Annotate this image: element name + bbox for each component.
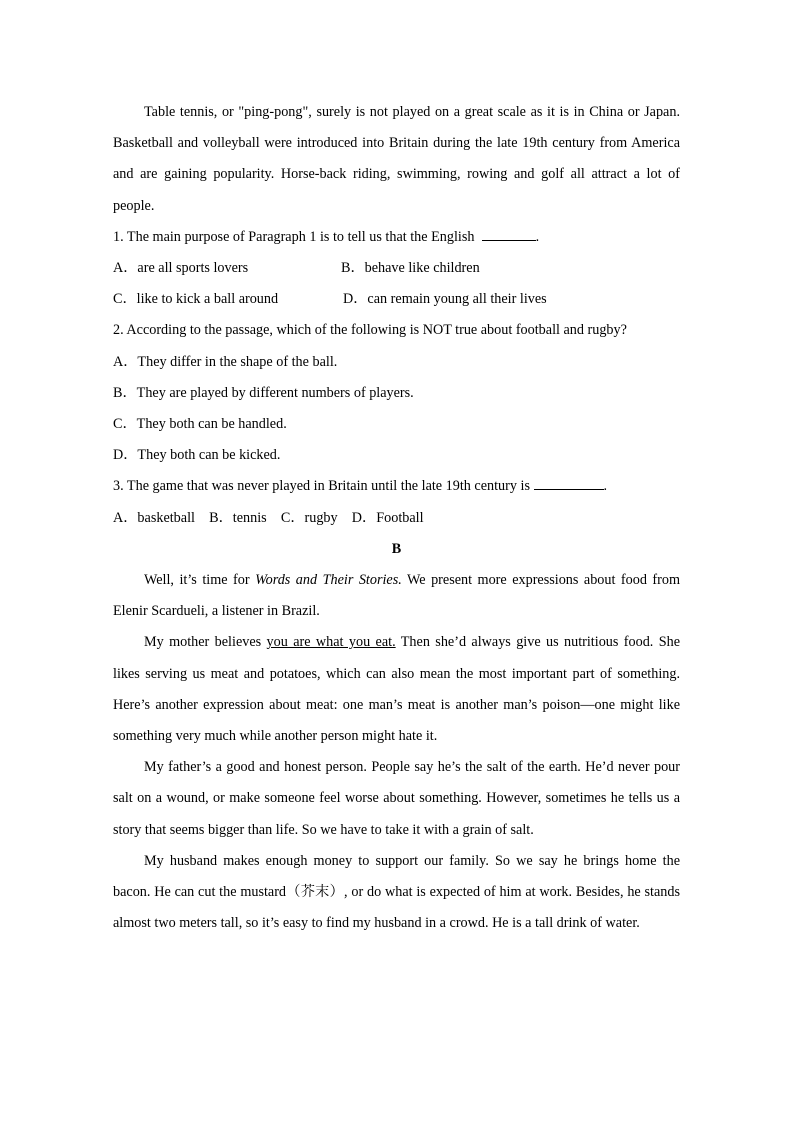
underlined-phrase: you are what you eat. xyxy=(266,634,396,651)
intro-text-start: Well, it’s time for xyxy=(144,572,256,589)
husband-paragraph: My husband makes enough money to support our family. So we say he brings home the bacon. He can cut the mustard（芥末）, or do what is expected of him at work. Besides, he stands almost two meters tall, so it’s easy to find my husband in a crowd. He is a tall drink of water. xyxy=(113,852,680,932)
intro-text-end: We present more expressions about food from Elenir Scardueli, a listener in Brazil. xyxy=(113,572,681,620)
option-1c: C．like to kick a ball around xyxy=(113,291,279,308)
option-2c: C．They both can be handled. xyxy=(113,416,287,433)
program-title: Words and Their Stories. xyxy=(255,572,402,589)
option-2d: D．They both can be kicked. xyxy=(113,447,281,464)
question-3-period: . xyxy=(603,478,608,495)
question-2-stem: 2. According to the passage, which of the following is NOT true about football and rugby? xyxy=(113,322,627,339)
p1-text-start: My mother believes xyxy=(144,634,267,651)
question-1-stem xyxy=(113,222,680,253)
mother-paragraph xyxy=(113,627,680,752)
answer-blank-1 xyxy=(482,226,536,241)
question-1-period: . xyxy=(535,228,540,245)
option-2b: B．They are played by different numbers of players. xyxy=(113,384,414,401)
document-page xyxy=(113,97,680,939)
option-1d: D．can remain young all their lives xyxy=(343,291,547,308)
section-b-intro xyxy=(113,565,680,627)
answer-blank-3 xyxy=(534,475,604,490)
question-3-options: A．basketball B．tennis C．rugby D．Football xyxy=(113,509,424,526)
question-3-text: 3. The game that was never played in Britain until the late 19th century is xyxy=(113,478,530,495)
question-3-stem xyxy=(113,471,680,502)
option-1b: B．behave like children xyxy=(341,260,480,277)
option-1a: A．are all sports lovers xyxy=(113,260,249,277)
passage-a-paragraph: Table tennis, or "ping-pong", surely is not played on a great scale as it is in China or Japan. Basketball and volleyball were introduced into Britain during the late 19th century from America and are gaining popularity. Horse-back riding, swimming, rowing and golf all attract a lot of people. xyxy=(113,104,680,214)
option-2a: A．They differ in the shape of the ball. xyxy=(113,353,338,370)
question-1-options-row-1 xyxy=(113,253,680,284)
father-paragraph: My father’s a good and honest person. People say he’s the salt of the earth. He’d never pour salt on a wound, or make someone feel worse about something. However, sometimes he tells us a story that seems bigger than life. So we have to take it with a grain of salt. xyxy=(113,759,680,838)
p1-text-end: Then she’d always give us nutritious food. She likes serving us meat and potatoes, which can also mean the most important part of something. Here’s another expression about meat: one man’s meat is another man’s poison—one might like something very much while another person might hate it. xyxy=(113,634,680,745)
question-1-options-row-2 xyxy=(113,284,680,315)
section-b-heading: B xyxy=(391,540,402,557)
question-1-text: 1. The main purpose of Paragraph 1 is to tell us that the English xyxy=(113,228,475,245)
